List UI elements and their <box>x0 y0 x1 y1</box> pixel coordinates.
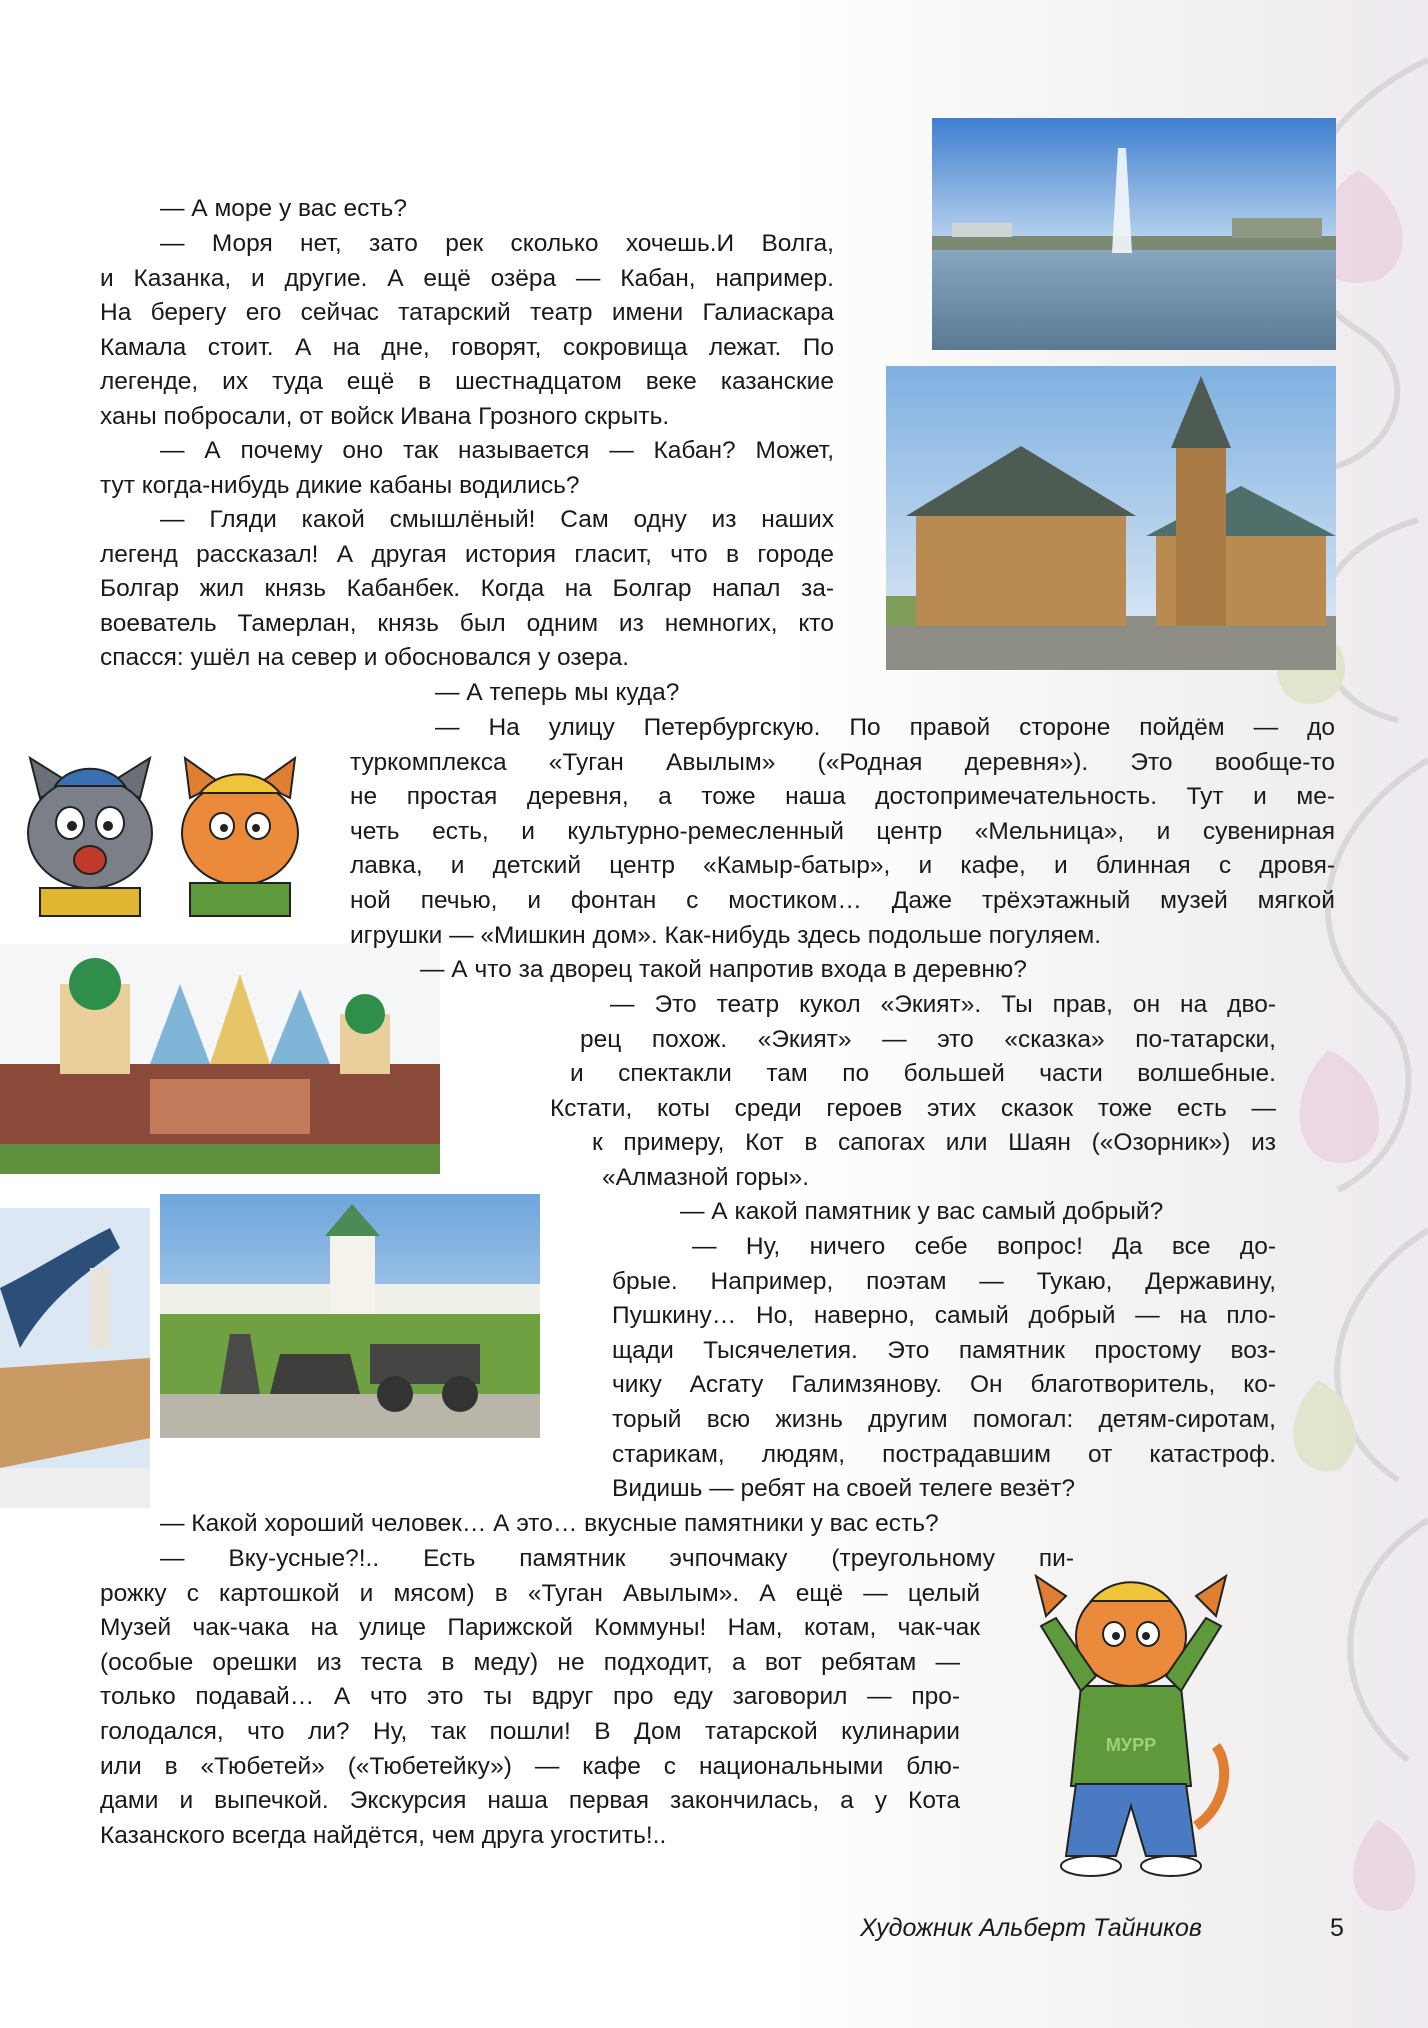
text-line: рец похож. «Экият» — это «сказка» по-татарски, <box>580 1025 1276 1053</box>
text-line: лавка, и детский центр «Камыр-батыр», и кафе, и блинная с дровя- <box>350 852 1335 880</box>
text-line: щади Тысячелетия. Это памятник простому воз- <box>612 1336 1276 1364</box>
text-line: и спектакли там по большей части волшебные. <box>570 1060 1276 1088</box>
text-line: — На улицу Петербургскую. По правой стороне пойдём — до <box>435 714 1335 741</box>
text-line: Болгар жил князь Кабанбек. Когда на Болгар напал за- <box>100 575 834 603</box>
text-line: ханы побросали, от войск Ивана Грозного скрыть. <box>100 402 670 430</box>
text-line: Камала стоит. А на дне, говорят, сокровища лежат. По <box>100 333 834 361</box>
paragraph-9 <box>600 1195 1276 1230</box>
paragraph-8 <box>550 988 1276 1196</box>
text-line: брые. Например, поэтам — Тукаю, Державину, <box>612 1267 1276 1295</box>
text-line: — Какой хороший человек… А это… вкусные памятники у вас есть? <box>160 1510 939 1537</box>
text-line: — Моря нет, зато рек сколько хочешь.И Волга, <box>160 230 834 257</box>
paragraph-7 <box>350 953 1335 988</box>
text-line: На берегу его сейчас татарский театр имени Галиаскара <box>100 299 834 327</box>
text-line: или в «Тюбетей» («Тюбетейку») — кафе с национальными блю- <box>100 1752 960 1780</box>
text-line: голодался, что ли? Ну, так пошли! В Дом татарской кулинарии <box>100 1717 960 1745</box>
paragraph-12 <box>100 1542 1100 1853</box>
text-line: рожку с картошкой и мясом) в «Туган Авылым». А ещё — целый <box>100 1579 980 1607</box>
text-line: (особые орешки из теста в меду) не подходит, а вот ребятам — <box>100 1648 960 1676</box>
paragraph-6 <box>350 711 1335 953</box>
text-line: — А какой памятник у вас самый добрый? <box>680 1198 1164 1225</box>
paragraph-5 <box>350 676 1335 711</box>
two-cartoon-cats <box>10 738 310 918</box>
paragraph-10 <box>612 1230 1276 1507</box>
text-line: — Это театр кукол «Экият». Ты прав, он на дво- <box>610 991 1276 1018</box>
text-line: и Казанка, и другие. А ещё озёра — Кабан, например. <box>100 264 834 292</box>
text-line: — Гляди какой смышлёный! Сам одну из наших <box>160 506 834 533</box>
text-line: спасся: ушёл на север и обосновался у озера. <box>100 644 630 672</box>
text-line: Видишь — ребят на своей телеге везёт? <box>612 1475 1076 1503</box>
text-line: — А что за дворец такой напротив входа в деревню? <box>420 956 1027 983</box>
text-line: — А почему оно так называется — Кабан? Может, <box>160 437 834 464</box>
wooden-house-tower-photo <box>886 366 1336 670</box>
lake-kaban-fountain-photo <box>932 118 1336 350</box>
text-line: — Вку-усные?!.. Есть памятник эчпочмаку (треугольному пи- <box>160 1545 1074 1572</box>
illustrator-credit: Художник Альберт Тайников <box>860 1914 1202 1942</box>
text-line: Музей чак-чака на улице Парижской Коммуны! Нам, котам, чак-чак <box>100 1614 980 1642</box>
paragraph-11 <box>100 1507 1100 1542</box>
text-line: «Алмазной горы». <box>602 1163 810 1191</box>
paragraph-2 <box>100 227 834 435</box>
text-line: чику Асгату Галимзянову. Он благотворитель, ко- <box>612 1371 1276 1399</box>
page-number: 5 <box>1330 1914 1344 1942</box>
text-line: — А море у вас есть? <box>160 195 407 222</box>
text-line: старикам, людям, пострадавшим от катастроф. <box>612 1440 1276 1468</box>
dragon-sculpture-photo <box>0 1208 150 1508</box>
text-line: Кстати, коты среди героев этих сказок тоже есть — <box>550 1094 1276 1122</box>
text-line: тут когда-нибудь дикие кабаны водились? <box>100 471 580 499</box>
text-line: ной печью, и фонтан с мостиком… Даже трёхэтажный музей мягкой <box>350 886 1335 914</box>
grey-cat-icon <box>28 758 152 916</box>
paragraph-3 <box>100 434 834 503</box>
text-line: Казанского всегда найдётся, чем друга угостить!.. <box>100 1821 667 1849</box>
text-line: воеватель Тамерлан, князь был одним из немногих, кто <box>100 609 834 637</box>
text-line: легенде, их туда ещё в шестнадцатом веке казанские <box>100 368 834 396</box>
text-line: Пушкину… Но, наверно, самый добрый — на пло- <box>612 1302 1276 1330</box>
text-line: туркомплекса «Туган Авылым» («Родная деревня»). Это вообще-то <box>350 748 1335 776</box>
text-line: — Ну, ничего себе вопрос! Да все до- <box>692 1233 1276 1260</box>
text-line: — А теперь мы куда? <box>435 679 680 706</box>
shirt-text: МУРР <box>1105 1735 1157 1755</box>
text-line: легенд рассказал! А другая история гласит, что в городе <box>100 540 834 568</box>
text-line: только подавай… А что это ты вдруг про еду заговорил — про- <box>100 1683 960 1711</box>
text-line: четь есть, и культурно-ремесленный центр «Мельница», и сувенирная <box>350 817 1335 845</box>
orange-cat-icon <box>182 758 298 916</box>
cart-driver-monument-photo <box>160 1194 540 1438</box>
text-line: не простая деревня, а тоже наша достопримечательность. Тут и ме- <box>350 783 1335 811</box>
text-line: дами и выпечкой. Экскурсия наша первая закончилась, а у Кота <box>100 1787 960 1815</box>
text-line: торый всю жизнь другим помогал: детям-сиротам, <box>612 1405 1276 1433</box>
paragraph-1 <box>100 192 834 227</box>
text-line: игрушки — «Мишкин дом». Как-нибудь здесь подольше погуляем. <box>350 921 1102 949</box>
text-line: к примеру, Кот в сапогах или Шаян («Озорник») из <box>592 1129 1276 1157</box>
paragraph-4 <box>100 503 834 676</box>
